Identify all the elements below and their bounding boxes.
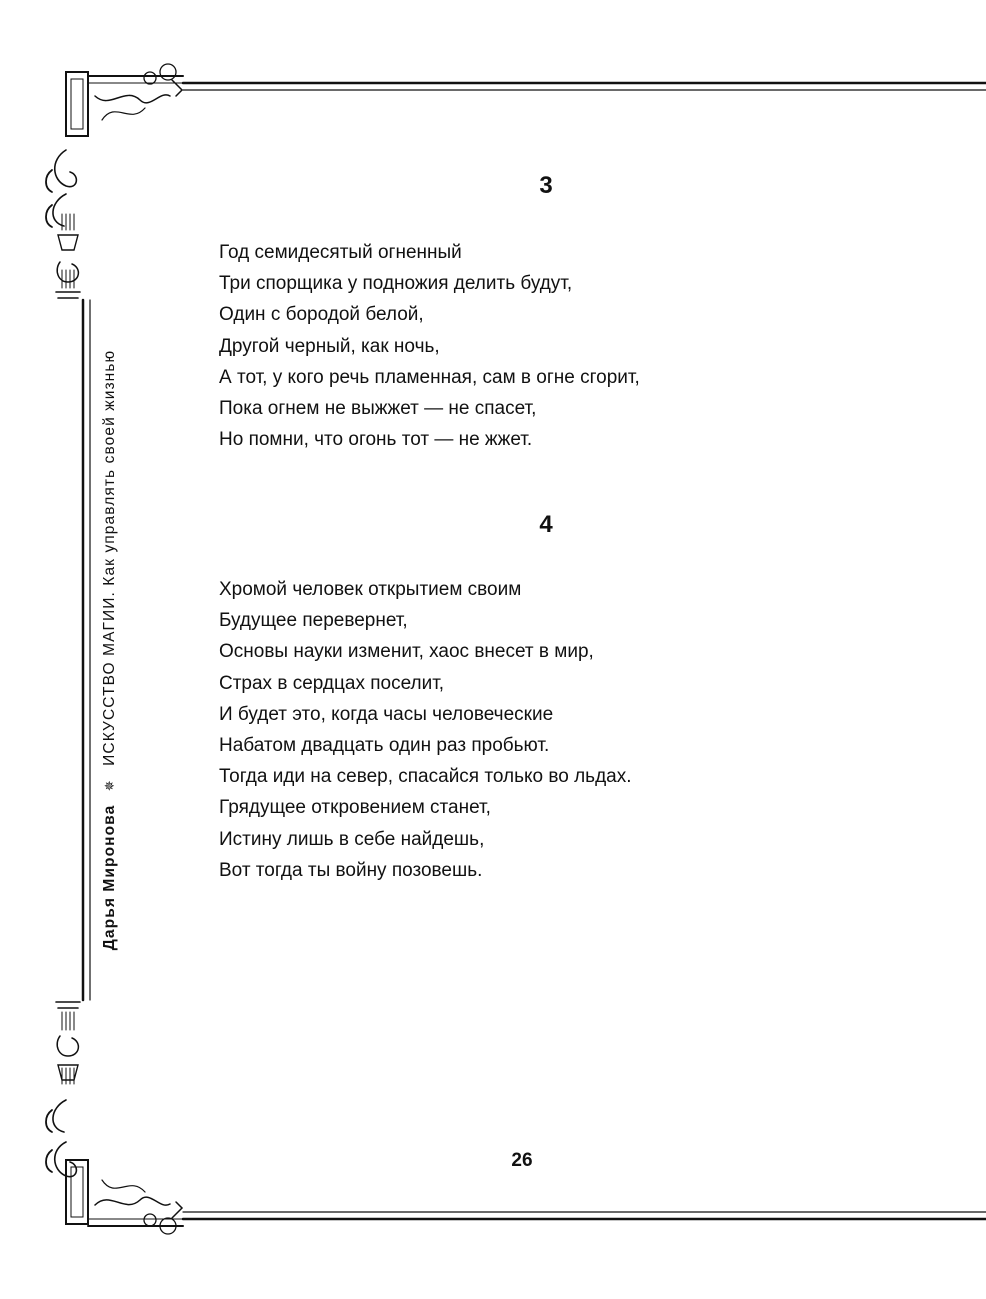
poem-line: Хромой человек открытием своим <box>219 579 522 600</box>
poem-line: Но помни, что огонь тот — не жжет. <box>219 429 533 451</box>
poem-line: Основы науки изменит, хаос внесет в мир, <box>219 641 594 663</box>
section-number: 3 <box>539 172 553 199</box>
poem-line: Страх в сердцах поселит, <box>219 672 445 694</box>
poem-line: Три спорщика у подножия делить будут, <box>219 273 573 295</box>
poem-line: Грядущее откровением станет, <box>219 797 491 819</box>
poem-line: Набатом двадцать один раз пробьют. <box>219 735 550 757</box>
author-name: Дарья Миронова <box>101 804 118 951</box>
page-number: 26 <box>511 1150 533 1171</box>
poem-line: Будущее перевернет, <box>219 610 408 632</box>
poem-line: Тогда иди на север, спасайся только во льдах. <box>219 766 632 788</box>
poem-line: Истину лишь в себе найдешь, <box>219 828 485 850</box>
poem-stanza <box>219 574 632 886</box>
poem-line: Год семидесятый огненный <box>219 242 462 263</box>
poem-line: Вот тогда ты войну позовешь. <box>219 859 483 881</box>
section-number: 4 <box>539 511 553 538</box>
fleuron-icon: ✵ <box>102 779 117 792</box>
poem-line: А тот, у кого речь пламенная, сам в огне сгорит, <box>219 366 640 388</box>
poem-line: И будет это, когда часы человеческие <box>219 703 554 725</box>
poem-line: Пока огнем не выжжет — не спасет, <box>219 398 537 420</box>
book-title: ИСКУССТВО МАГИИ. Как управлять своей жизнью <box>101 349 118 766</box>
poem-line: Один с бородой белой, <box>219 304 424 326</box>
poem-line: Другой черный, как ночь, <box>219 335 440 357</box>
poem-stanza <box>219 237 640 455</box>
spine-running-header <box>101 350 119 950</box>
